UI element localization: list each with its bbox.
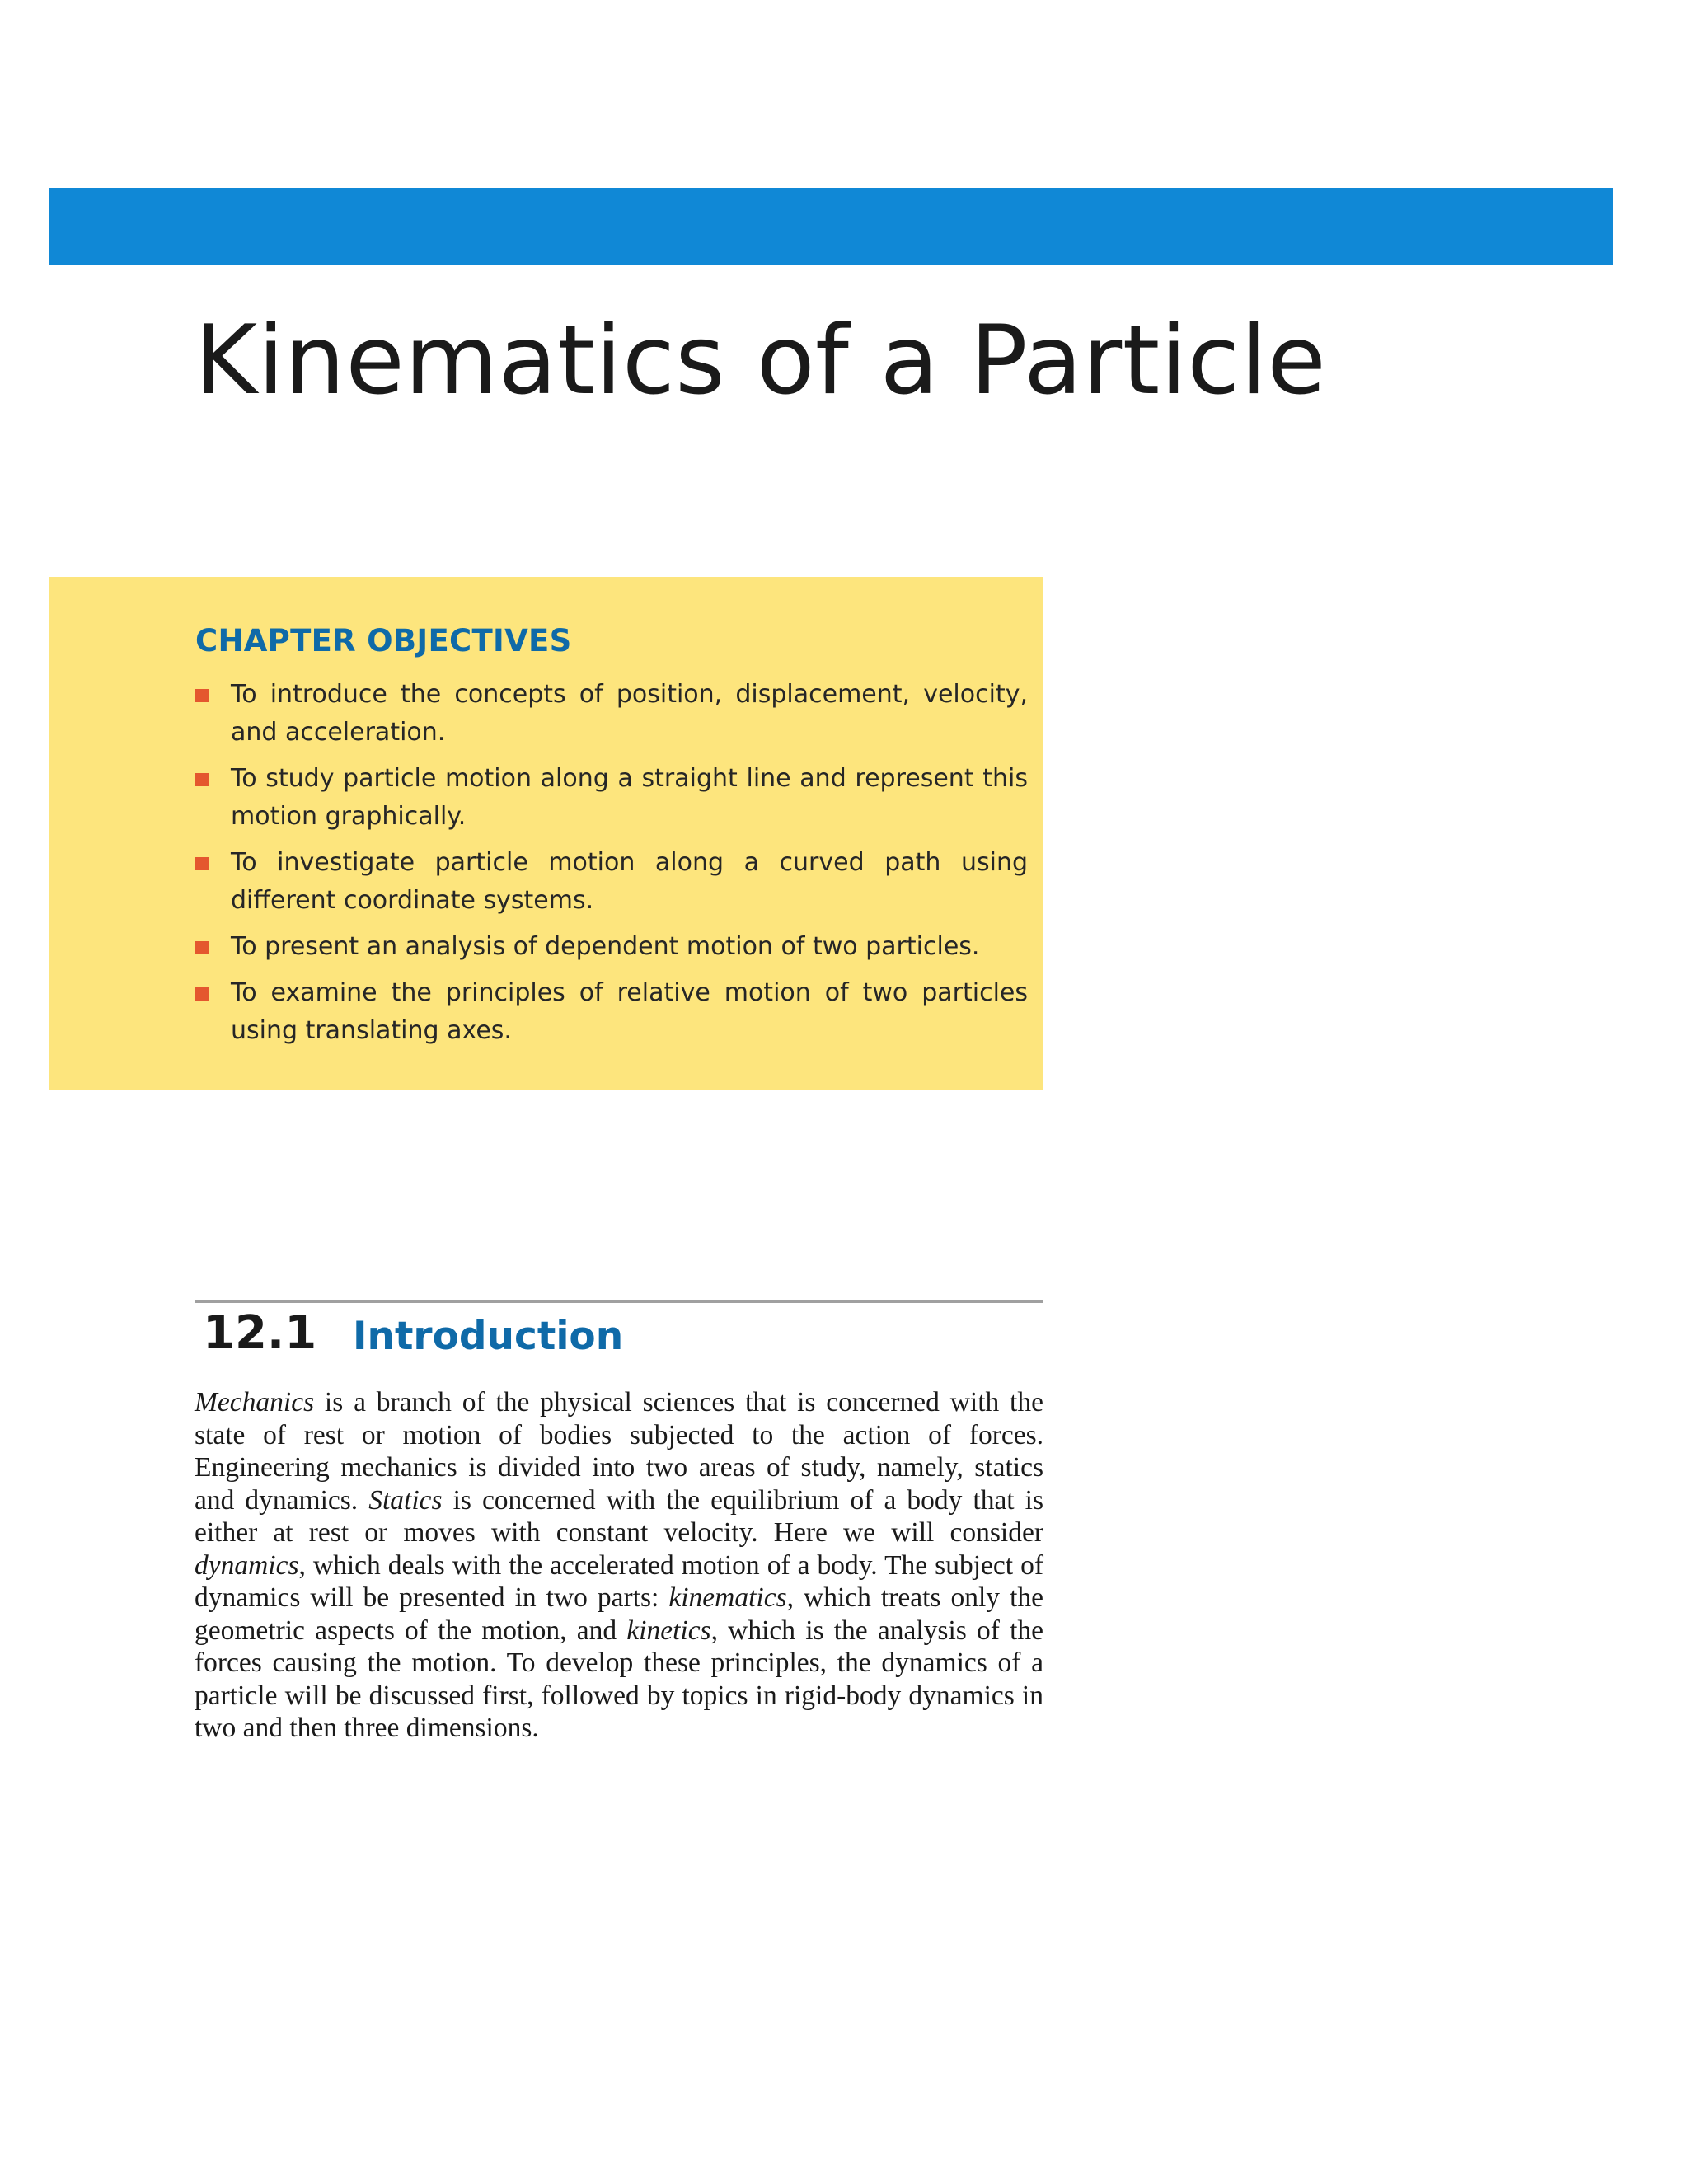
objective-item [195,676,1028,752]
objective-item [195,760,1028,836]
bullet-square-icon [195,987,209,1001]
term-kinematics: kinematics [668,1582,787,1613]
paragraph-text: , which is the analysis of the forces causing the motion. To develop these principles, the dynamics of a particle will be discussed first, followed by topics in rigid-body dynamics in two and then three dimensions. [195,1615,1043,1743]
term-dynamics: dynamics [195,1549,299,1581]
section-paragraph [195,1386,1043,1745]
objective-item [195,928,1028,966]
term-statics: Statics [368,1484,443,1516]
paragraph-text: , which treats only the geometric aspects of the motion, and [195,1582,1043,1646]
bullet-square-icon [195,689,209,702]
bullet-square-icon [195,857,209,870]
paragraph-text: , which deals with the accelerated motion of a body. The subject of dynamics will be presented in two parts: [195,1549,1043,1613]
objective-text: To examine the principles of relative motion of two particles using translating axes. [231,978,1028,1045]
section-divider [195,1300,1043,1303]
bullet-square-icon [195,773,209,786]
objective-item [195,844,1028,920]
chapter-title: Kinematics of a Particle [195,305,1327,416]
objectives-list [195,676,1028,1058]
section-title: Introduction [353,1314,624,1359]
objective-text: To investigate particle motion along a curved path using different coordinate systems. [231,848,1028,915]
objective-text: To introduce the concepts of position, displacement, velocity, and acceleration. [231,680,1028,747]
objective-text: To present an analysis of dependent motion of two particles. [231,932,980,961]
objective-text: To study particle motion along a straight line and represent this motion graphically. [231,764,1028,831]
chapter-header-bar [49,188,1613,265]
term-kinetics: kinetics [626,1615,711,1646]
paragraph-text: is a branch of the physical sciences that is concerned with the state of rest or motion of bodies subjected to the action of forces. Engineering mechanics is divided into two areas of study, namely, statics and dynamics. [195,1387,1043,1516]
bullet-square-icon [195,941,209,954]
term-mechanics: Mechanics [195,1387,315,1418]
objective-item [195,974,1028,1050]
section-number: 12.1 [203,1306,317,1360]
paragraph-text: is concerned with the equilibrium of a body that is either at rest or moves with constant velocity. Here we will consider [195,1484,1043,1548]
chapter-objectives-box [49,577,1043,1090]
objectives-heading: CHAPTER OBJECTIVES [195,623,572,658]
